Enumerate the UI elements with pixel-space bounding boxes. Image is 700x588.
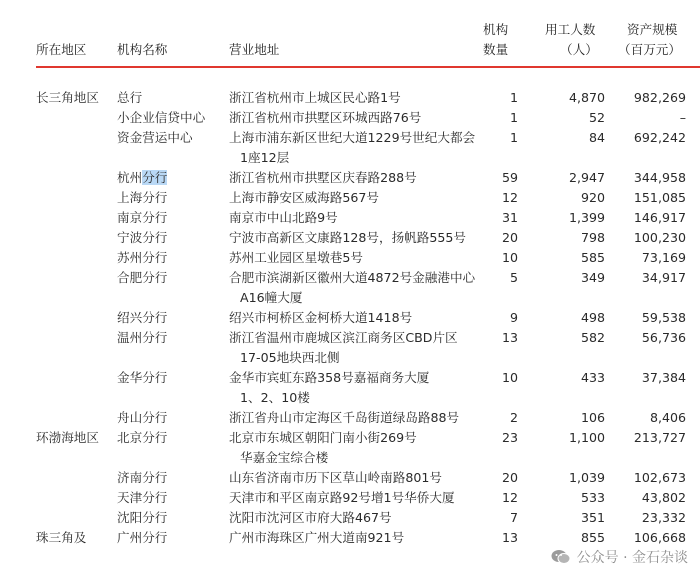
cell-region [0, 508, 117, 528]
cell-count: 1 [509, 90, 518, 105]
cell-count: 10 [501, 250, 518, 265]
cell-address [229, 108, 482, 128]
table-row [0, 268, 686, 308]
cell-address [229, 268, 482, 308]
cell-institution-name: 上海分行 [117, 190, 168, 205]
address-line: 绍兴市柯桥区金柯桥大道1418号 [229, 310, 413, 325]
cell-institution-name: 合肥分行 [117, 270, 168, 285]
cell-institution-name: 南京分行 [117, 210, 168, 225]
address-line: 浙江省杭州市拱墅区庆春路288号 [229, 170, 417, 185]
table-row [0, 228, 686, 248]
cell-staff: 2,947 [568, 170, 605, 185]
table-row [0, 468, 686, 488]
cell-address [229, 408, 482, 428]
name-selection-highlight: 分行 [142, 170, 168, 185]
branch-table [0, 88, 686, 548]
address-line: 1、2、10楼 [240, 390, 310, 405]
cell-address [229, 228, 482, 248]
address-line: 上海市静安区威海路567号 [229, 190, 379, 205]
cell-institution-name: 温州分行 [117, 330, 168, 345]
cell-assets: 37,384 [641, 370, 686, 385]
cell-address [229, 328, 482, 368]
cell-institution-name: 总行 [117, 90, 143, 105]
cell-region [0, 168, 117, 188]
cell-assets: 982,269 [633, 90, 686, 105]
cell-institution-name: 沈阳分行 [117, 510, 168, 525]
table-row [0, 248, 686, 268]
cell-institution-name: 济南分行 [117, 470, 168, 485]
cell-assets: 344,958 [633, 170, 686, 185]
cell-region [0, 248, 117, 268]
cell-assets: 106,668 [633, 530, 686, 545]
header-staff-line1: 用工人数 [545, 22, 596, 37]
address-line: 南京市中山北路9号 [229, 210, 338, 225]
address-line: 17-05地块西北侧 [240, 350, 340, 365]
table-row [0, 408, 686, 428]
address-line: 金华市宾虹东路358号嘉福商务大厦 [229, 370, 430, 385]
cell-count: 12 [501, 190, 518, 205]
cell-staff: 106 [580, 410, 605, 425]
cell-region [0, 368, 117, 408]
cell-region: 长三角地区 [36, 90, 99, 105]
cell-staff: 84 [588, 130, 605, 145]
address-line: 宁波市高新区文康路128号，扬帆路555号 [229, 230, 466, 245]
cell-institution-name: 广州分行 [117, 530, 168, 545]
cell-assets: 23,332 [641, 510, 686, 525]
table-row [0, 108, 686, 128]
table-row [0, 488, 686, 508]
cell-staff: 855 [580, 530, 605, 545]
cell-region: 珠三角及 [36, 530, 87, 545]
address-line: 苏州工业园区星墩巷5号 [229, 250, 363, 265]
cell-count: 23 [501, 430, 518, 445]
cell-assets: 43,802 [641, 490, 686, 505]
table-row [0, 168, 686, 188]
cell-count: 1 [509, 130, 518, 145]
cell-institution-name: 金华分行 [117, 370, 168, 385]
cell-count: 2 [509, 410, 518, 425]
cell-count: 59 [501, 170, 518, 185]
cell-staff: 920 [580, 190, 605, 205]
cell-address [229, 308, 482, 328]
cell-staff: 582 [580, 330, 605, 345]
address-line: A16幢大厦 [240, 290, 303, 305]
cell-staff: 52 [588, 110, 605, 125]
cell-staff: 1,100 [568, 430, 605, 445]
table-row [0, 308, 686, 328]
cell-region [0, 308, 117, 328]
address-line: 华嘉金宝综合楼 [240, 450, 329, 465]
table-row [0, 328, 686, 368]
cell-institution-name: 宁波分行 [117, 230, 168, 245]
cell-staff: 533 [580, 490, 605, 505]
cell-count: 5 [509, 270, 518, 285]
cell-institution-name: 天津分行 [117, 490, 168, 505]
name-prefix: 杭州 [117, 170, 143, 185]
table-row [0, 88, 686, 108]
address-line: 沈阳市沈河区市府大路467号 [229, 510, 392, 525]
cell-region [0, 468, 117, 488]
cell-assets: 59,538 [641, 310, 686, 325]
address-line: 1座12层 [240, 150, 290, 165]
table-row [0, 128, 686, 168]
header-assets-line1: 资产规模 [627, 22, 678, 37]
cell-count: 7 [509, 510, 518, 525]
cell-region [0, 208, 117, 228]
cell-assets: 146,917 [633, 210, 686, 225]
header-count-line1: 机构 [483, 22, 509, 37]
cell-assets: 56,736 [641, 330, 686, 345]
cell-assets: – [679, 110, 686, 125]
header-address: 营业地址 [229, 42, 280, 57]
cell-staff: 1,399 [568, 210, 605, 225]
cell-assets: 73,169 [641, 250, 686, 265]
watermark-text: 公众号 · 金石杂谈 [576, 550, 688, 566]
header-staff-line2: （人） [560, 42, 598, 57]
cell-institution-name: 苏州分行 [117, 250, 168, 265]
cell-count: 13 [501, 530, 518, 545]
header-count-line2: 数量 [483, 42, 509, 57]
cell-institution-name [117, 168, 229, 188]
address-line: 合肥市滨湖新区徽州大道4872号金融港中心 [229, 270, 476, 285]
table-row [0, 188, 686, 208]
cell-staff: 4,870 [568, 90, 605, 105]
cell-assets: 151,085 [633, 190, 686, 205]
cell-address [229, 468, 482, 488]
cell-institution-name: 北京分行 [117, 430, 168, 445]
cell-assets: 213,727 [633, 430, 686, 445]
header-rule [36, 66, 700, 68]
cell-region [0, 108, 117, 128]
cell-staff: 585 [580, 250, 605, 265]
cell-count: 20 [501, 470, 518, 485]
cell-count: 20 [501, 230, 518, 245]
cell-address [229, 168, 482, 188]
cell-staff: 349 [580, 270, 605, 285]
cell-address [229, 508, 482, 528]
cell-institution-name: 舟山分行 [117, 410, 168, 425]
cell-address [229, 88, 482, 108]
address-line: 山东省济南市历下区草山岭南路801号 [229, 470, 442, 485]
cell-staff: 798 [580, 230, 605, 245]
cell-assets: 100,230 [633, 230, 686, 245]
cell-address [229, 208, 482, 228]
cell-region [0, 488, 117, 508]
table-row [0, 428, 686, 468]
cell-address [229, 488, 482, 508]
address-line: 广州市海珠区广州大道南921号 [229, 530, 405, 545]
header-assets-line2: （百万元） [618, 42, 681, 57]
address-line: 上海市浦东新区世纪大道1229号世纪大都会 [229, 130, 476, 145]
cell-region [0, 128, 117, 168]
cell-region [0, 408, 117, 428]
cell-region: 环渤海地区 [36, 430, 99, 445]
cell-address [229, 128, 482, 168]
cell-institution-name: 小企业信贷中心 [117, 110, 206, 125]
address-line: 浙江省杭州市上城区民心路1号 [229, 90, 401, 105]
cell-staff: 433 [580, 370, 605, 385]
cell-assets: 34,917 [641, 270, 686, 285]
cell-staff: 1,039 [568, 470, 605, 485]
wechat-icon [551, 549, 571, 565]
cell-staff: 351 [580, 510, 605, 525]
cell-institution-name: 资金营运中心 [117, 130, 193, 145]
cell-assets: 8,406 [649, 410, 686, 425]
table-row [0, 508, 686, 528]
table-row [0, 368, 686, 408]
cell-region [0, 228, 117, 248]
address-line: 天津市和平区南京路92号增1号华侨大厦 [229, 490, 455, 505]
cell-assets: 692,242 [633, 130, 686, 145]
cell-region [0, 268, 117, 308]
header-region: 所在地区 [36, 42, 87, 57]
cell-assets: 102,673 [633, 470, 686, 485]
cell-count: 13 [501, 330, 518, 345]
cell-address [229, 368, 482, 408]
cell-address [229, 428, 482, 468]
cell-count: 10 [501, 370, 518, 385]
table-row [0, 208, 686, 228]
cell-count: 31 [501, 210, 518, 225]
cell-count: 12 [501, 490, 518, 505]
header-name: 机构名称 [117, 42, 168, 57]
cell-staff: 498 [580, 310, 605, 325]
cell-institution-name: 绍兴分行 [117, 310, 168, 325]
cell-region [0, 188, 117, 208]
cell-count: 9 [509, 310, 518, 325]
cell-address [229, 528, 482, 548]
address-line: 北京市东城区朝阳门南小街269号 [229, 430, 417, 445]
address-line: 浙江省舟山市定海区千岛街道绿岛路88号 [229, 410, 460, 425]
cell-count: 1 [509, 110, 518, 125]
cell-region [0, 328, 117, 368]
cell-address [229, 188, 482, 208]
address-line: 浙江省杭州市拱墅区环城西路76号 [229, 110, 422, 125]
address-line: 浙江省温州市鹿城区滨江商务区CBD片区 [229, 330, 458, 345]
watermark [551, 545, 688, 569]
cell-address [229, 248, 482, 268]
